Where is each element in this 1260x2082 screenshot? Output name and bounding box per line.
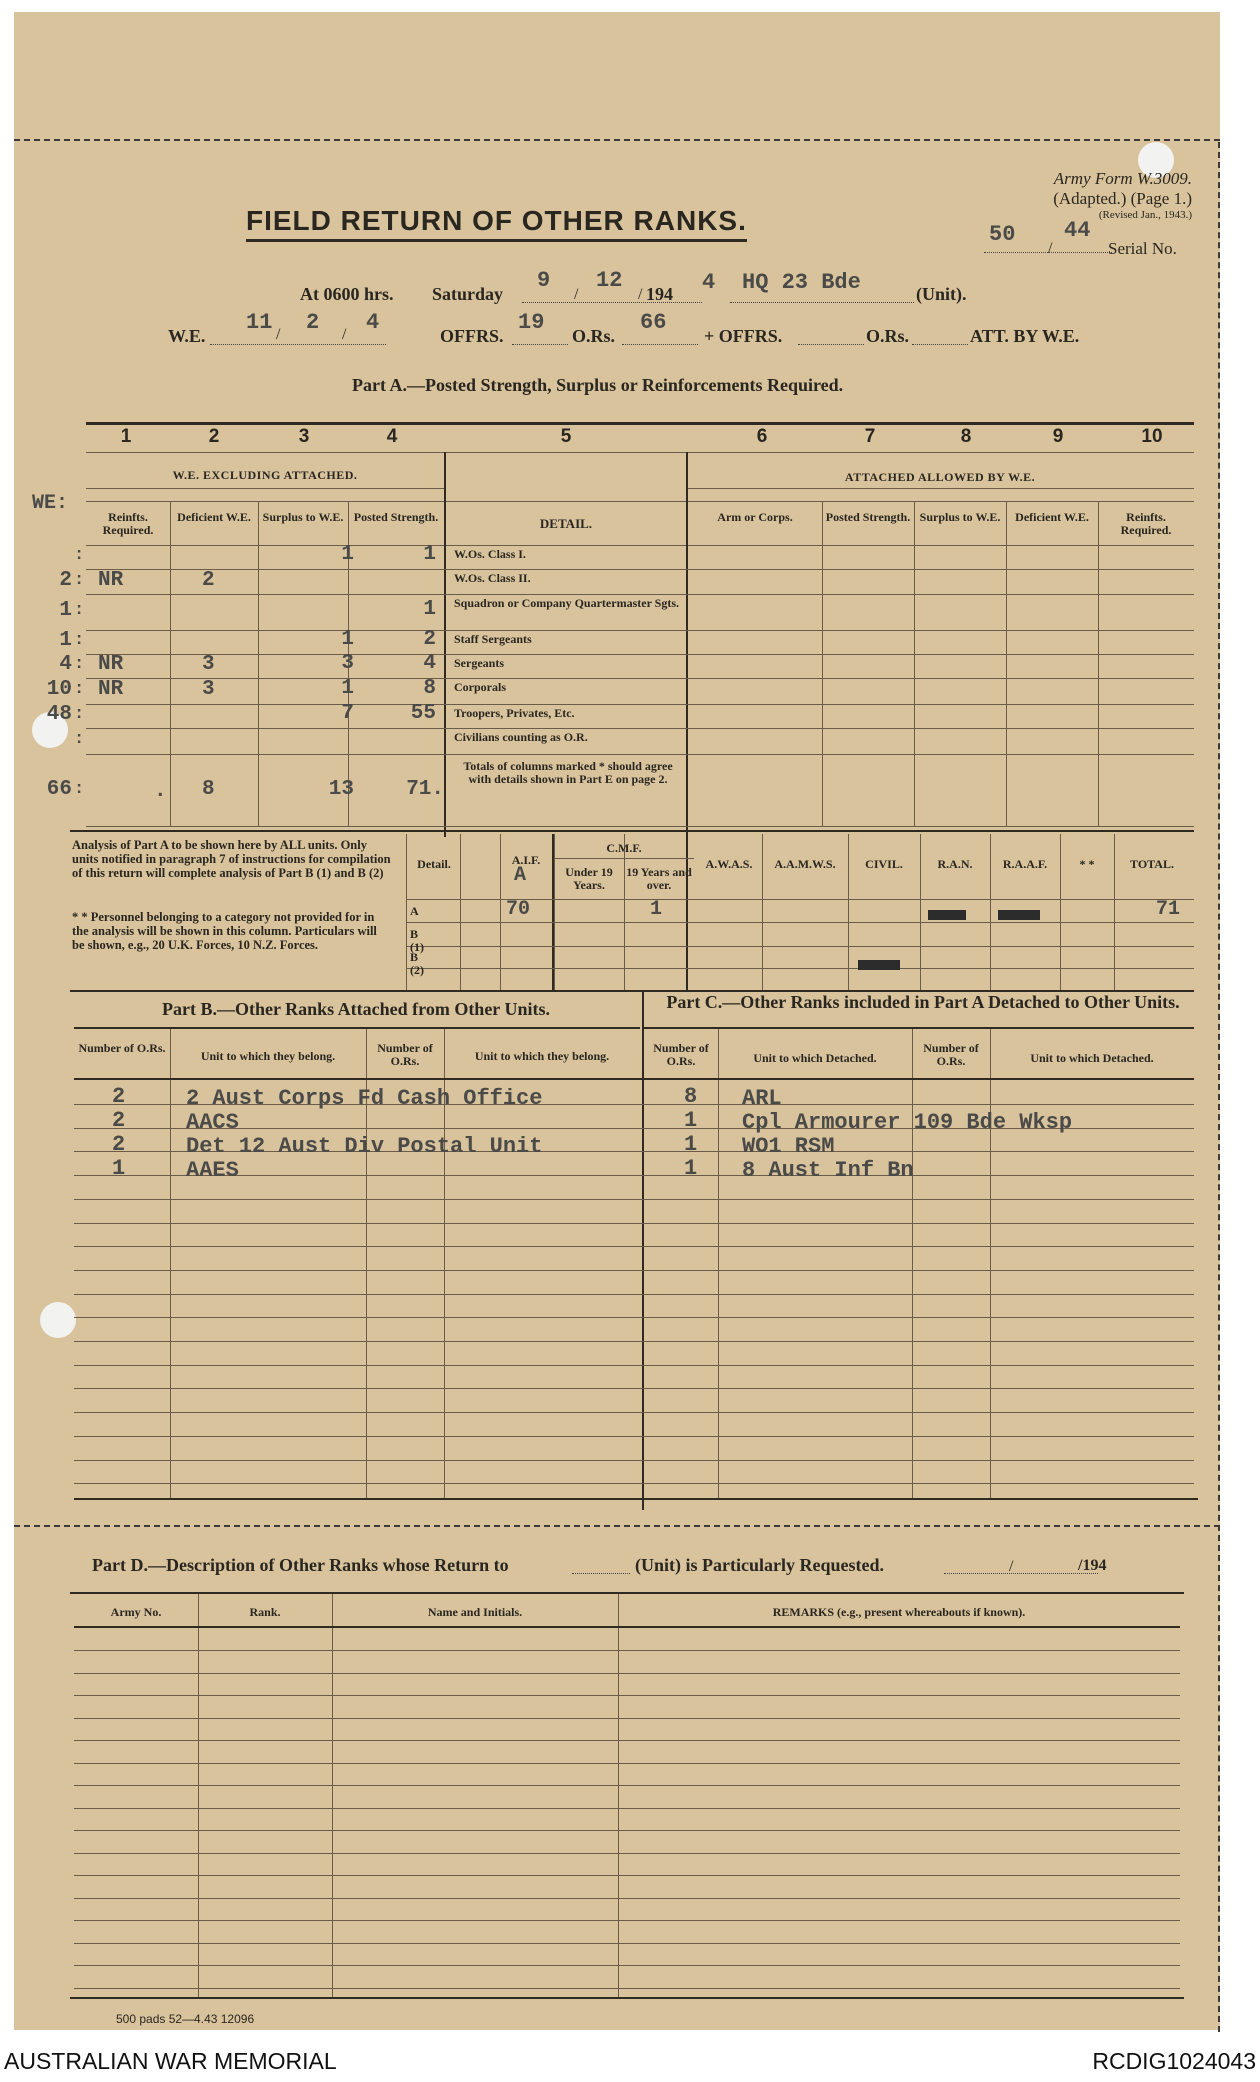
part-d-row-rule <box>74 1830 1180 1831</box>
part-c-unit: 8 Aust Inf Bn <box>742 1158 914 1183</box>
row-we: 10 <box>46 678 72 701</box>
column-number: 7 <box>864 426 876 447</box>
part-a-title: Part A.—Posted Strength, Surplus or Reinforcements Required. <box>352 375 844 395</box>
row-rule <box>86 654 1194 655</box>
ors-line <box>622 344 698 345</box>
date-line <box>522 302 702 303</box>
analysis-heading: * * <box>1079 857 1095 871</box>
row-posted: 8 <box>423 677 436 700</box>
column-heading: Arm or Corps. <box>717 510 793 524</box>
adapted-note: (Adapted.) (Page 1.) <box>1053 189 1192 208</box>
total-we: 66 <box>46 778 72 801</box>
analysis-heading: A.A.M.W.S. <box>774 857 836 871</box>
col-line <box>170 501 171 826</box>
date-slash: / <box>638 286 643 303</box>
part-d-row-rule <box>74 1875 1180 1876</box>
date-slash: / <box>574 286 579 303</box>
ors-value: 66 <box>640 310 667 335</box>
row-we-colon: : <box>74 631 85 650</box>
column-number: 5 <box>560 426 572 447</box>
analysis-heading: R.A.N. <box>937 857 973 871</box>
part-bc-row-rule <box>74 1270 1194 1271</box>
part-b-count: 2 <box>112 1084 126 1109</box>
row-detail: Staff Sergeants <box>454 632 532 646</box>
part-bc-row-rule <box>74 1483 1194 1484</box>
plus-offrs-label: + OFFRS. <box>704 326 783 346</box>
analysis-over19-a: 1 <box>650 898 663 921</box>
part-d-row-rule <box>74 1965 1180 1966</box>
rule <box>686 488 1194 489</box>
part-bc-col-line <box>990 1029 991 1498</box>
rule <box>644 1027 1194 1029</box>
total-reinf: . <box>154 780 167 803</box>
row-deficient: 3 <box>202 653 215 676</box>
part-b-unit: AACS <box>186 1110 239 1135</box>
part-d-col-line <box>332 1594 333 1997</box>
row-we-colon: : <box>74 570 85 590</box>
rule <box>74 1626 1180 1628</box>
column-number: 3 <box>298 426 310 447</box>
row-posted: 55 <box>410 702 436 725</box>
row-reinf: NR <box>98 568 124 592</box>
part-b-title: Part B.—Other Ranks Attached from Other Units. <box>162 999 550 1019</box>
perforation-line <box>14 1525 1220 1527</box>
column-heading: Deficient W.E. <box>1015 510 1089 524</box>
we-slash: / <box>276 326 281 343</box>
unit-label: (Unit). <box>916 284 967 304</box>
part-d-row-rule <box>74 1898 1180 1899</box>
part-bc-row-rule <box>74 1460 1194 1461</box>
column-number: 6 <box>756 426 768 447</box>
analysis-detail-head: Detail. <box>417 857 451 871</box>
revised-note: (Revised Jan., 1943.) <box>1098 209 1192 221</box>
punch-hole <box>40 1302 76 1338</box>
analysis-row-label: A <box>410 904 419 918</box>
column-number: 1 <box>120 426 132 447</box>
analysis-over19: 19 Years and over. <box>626 865 692 892</box>
column-number: 4 <box>386 426 398 447</box>
row-rule <box>86 704 1194 705</box>
rule <box>70 830 1194 832</box>
row-rule <box>86 569 1194 570</box>
part-d-row-rule <box>74 1763 1180 1764</box>
we-c: 4 <box>366 310 380 335</box>
rule <box>74 1498 1198 1500</box>
attached-allowed-heading: ATTACHED ALLOWED BY W.E. <box>844 470 1036 484</box>
analysis-footnote: * * Personnel belonging to a category not provided for in the analysis will be shown in this column. Particulars will be shown, e.g., 20 U.K. Forces, 10 N.Z. Forces. <box>72 910 377 952</box>
perforation-edge <box>1218 142 1220 2032</box>
row-detail: Civilians counting as O.R. <box>454 730 588 744</box>
part-d-heading: Rank. <box>249 1605 281 1619</box>
analysis-row-label: B (1) <box>410 927 424 954</box>
we-margin-label: WE: <box>32 492 69 515</box>
row-we: 48 <box>46 703 72 726</box>
analysis-heading: R.A.A.F. <box>1002 857 1048 871</box>
col-line <box>686 452 688 990</box>
part-b-heading: Unit to which they belong. <box>474 1049 610 1063</box>
part-b-heading: Unit to which they belong. <box>200 1049 336 1063</box>
ors-line-2 <box>912 344 968 345</box>
offrs-value: 19 <box>518 310 545 335</box>
we-slash: / <box>342 326 347 343</box>
col-line <box>1006 501 1007 826</box>
part-d-row-rule <box>74 1740 1180 1741</box>
serial-slash: / <box>1048 240 1053 257</box>
part-d-row-rule <box>74 1808 1180 1809</box>
row-we-colon: : <box>74 705 85 724</box>
part-b-heading: Number of O.Rs. <box>377 1041 433 1068</box>
plus-offrs-line <box>798 344 864 345</box>
army-form-number: Army Form W.3009. <box>1053 169 1192 188</box>
redaction <box>998 910 1040 920</box>
rule <box>86 826 1194 827</box>
row-detail: Squadron or Company Quartermaster Sgts. <box>454 596 680 610</box>
column-heading: Surplus to W.E. <box>919 510 1001 524</box>
part-d-title: Part D.—Description of Other Ranks whose Return to <box>92 1555 509 1575</box>
column-heading: Posted Strength. <box>825 510 911 524</box>
redaction <box>928 910 966 920</box>
part-c-heading: Unit to which Detached. <box>1030 1051 1154 1065</box>
part-d-row-rule <box>74 1673 1180 1674</box>
part-c-unit: Cpl Armourer 109 Bde Wksp <box>742 1110 1073 1135</box>
total-posted: 71. <box>406 778 444 801</box>
part-c-count: 8 <box>684 1084 698 1109</box>
part-c-heading: Number of O.Rs. <box>653 1041 709 1068</box>
part-bc-row-rule <box>74 1365 1194 1366</box>
row-surplus: 1 <box>341 628 354 651</box>
rule <box>86 452 1194 453</box>
part-bc-row-rule <box>74 1388 1194 1389</box>
part-c-count: 1 <box>684 1156 698 1181</box>
row-posted: 1 <box>423 543 436 566</box>
row-posted: 4 <box>423 652 436 675</box>
row-deficient: 2 <box>202 568 215 592</box>
row-rule <box>86 630 1194 631</box>
offrs-label: OFFRS. <box>440 326 504 346</box>
analysis-col-line <box>624 858 625 990</box>
column-number: 2 <box>208 426 220 447</box>
form-id-block <box>1053 169 1192 221</box>
analysis-aif-a: 70 <box>506 898 531 921</box>
col-line <box>444 452 446 837</box>
analysis-total-a: 71 <box>1156 898 1181 921</box>
row-reinf: NR <box>98 678 124 701</box>
part-d-unit-line <box>572 1573 630 1574</box>
part-d-row-rule <box>74 1695 1180 1696</box>
analysis-note: Analysis of Part A to be shown here by ALL units. Only units notified in paragraph 7 of instructions for compilation of this return will complete analysis of Part B (1) and B (2) <box>72 838 391 880</box>
analysis-col-line <box>406 834 407 990</box>
page-title: FIELD RETURN OF OTHER RANKS. <box>246 205 747 242</box>
rule <box>70 1997 1184 1999</box>
col-line <box>822 501 823 826</box>
part-b-unit: 2 Aust Corps Fd Cash Office <box>186 1086 543 1111</box>
row-we: 2 <box>59 568 72 592</box>
part-b-heading: Number of O.Rs. <box>78 1041 166 1055</box>
column-number: 8 <box>960 426 972 447</box>
form-sheet <box>14 12 1220 2030</box>
part-d-year: /194 <box>1078 1557 1107 1574</box>
date-day: 9 <box>537 268 551 293</box>
rule <box>86 501 1194 502</box>
analysis-aif-mark: A <box>514 864 527 887</box>
column-heading: Reinfts. Required. <box>1120 510 1172 537</box>
part-c-count: 1 <box>684 1108 698 1133</box>
total-surplus: 13 <box>328 778 354 801</box>
print-code: 500 pads 52—4.43 12096 <box>116 2012 255 2026</box>
redaction <box>858 960 900 970</box>
we-b: 2 <box>306 310 320 335</box>
part-bc-row-rule <box>74 1223 1194 1224</box>
part-d-heading: Name and Initials. <box>427 1605 523 1619</box>
row-detail: Sergeants <box>454 656 504 670</box>
column-number: 10 <box>1141 426 1163 447</box>
unit-line <box>730 302 914 303</box>
part-b-unit: AAES <box>186 1158 239 1183</box>
row-deficient: 3 <box>202 678 215 701</box>
total-deficient: 8 <box>202 778 215 801</box>
part-d-slash: / <box>1009 1558 1014 1575</box>
part-b-count: 2 <box>112 1132 126 1157</box>
row-surplus: 1 <box>341 543 354 566</box>
analysis-cmf-head: C.M.F. <box>606 841 642 855</box>
total-colon: : <box>74 780 85 799</box>
analysis-rule <box>406 946 1194 947</box>
column-heading: Surplus to W.E. <box>262 510 344 524</box>
part-d-row-rule <box>74 1943 1180 1944</box>
part-d-heading: REMARKS (e.g., present whereabouts if known). <box>772 1605 1026 1619</box>
part-bc-col-line <box>170 1029 171 1498</box>
part-d-title-unit: (Unit) is Particularly Requested. <box>635 1555 884 1575</box>
row-reinf: NR <box>98 653 124 676</box>
part-d-row-rule <box>74 1920 1180 1921</box>
part-c-count: 1 <box>684 1132 698 1157</box>
part-d-row-rule <box>74 1718 1180 1719</box>
rule <box>86 488 444 489</box>
date-month: 12 <box>596 268 623 293</box>
row-we: 1 <box>59 599 72 622</box>
row-we: 4 <box>59 653 72 676</box>
rule <box>70 1592 1184 1594</box>
column-heading: Posted Strength. <box>353 510 439 524</box>
ors-label-2: O.Rs. <box>866 326 910 346</box>
row-detail: Troopers, Privates, Etc. <box>454 706 575 720</box>
row-surplus: 7 <box>341 702 354 725</box>
part-bc-row-rule <box>74 1436 1194 1437</box>
analysis-heading: A.W.A.S. <box>705 857 753 871</box>
part-d-col-line <box>618 1594 619 1997</box>
part-divider <box>642 990 644 1510</box>
rule <box>74 1027 640 1029</box>
ors-label: O.Rs. <box>572 326 616 346</box>
att-label: ATT. BY W.E. <box>970 326 1080 346</box>
footer-source: AUSTRALIAN WAR MEMORIAL <box>4 2048 337 2074</box>
part-d-row-rule <box>74 1988 1180 1989</box>
rule <box>86 422 1194 425</box>
analysis-aif-head: A.I.F. <box>511 853 541 867</box>
row-rule <box>86 754 1194 755</box>
column-number: 9 <box>1052 426 1064 447</box>
analysis-under19: Under 19 Years. <box>565 865 613 892</box>
row-rule <box>86 594 1194 595</box>
part-c-unit: WO1 RSM <box>742 1134 835 1159</box>
row-we-colon: : <box>74 680 85 699</box>
col-line <box>258 501 259 826</box>
totals-detail: Totals of columns marked * should agree with details shown in Part E on page 2. <box>463 759 673 786</box>
we-excluding-heading: W.E. EXCLUDING ATTACHED. <box>172 468 358 482</box>
column-heading: Reinfts. Required. <box>102 510 154 537</box>
perforation-line <box>14 139 1220 141</box>
footer-id: RCDIG1024043 <box>1092 2048 1256 2074</box>
day-label: Saturday <box>432 284 504 304</box>
serial-a: 50 <box>989 222 1016 247</box>
row-we-colon: : <box>74 655 85 674</box>
we-line <box>210 344 386 345</box>
analysis-rule <box>406 968 1194 969</box>
row-surplus: 3 <box>341 652 354 675</box>
row-we-colon: : <box>74 730 85 749</box>
analysis-col-line <box>460 834 461 990</box>
part-c-title: Part C.—Other Ranks included in Part A Detached to Other Units. <box>666 992 1180 1012</box>
row-detail: Corporals <box>454 680 506 694</box>
part-bc-row-rule <box>74 1199 1194 1200</box>
part-b-count: 2 <box>112 1108 126 1133</box>
analysis-heading: CIVIL. <box>865 857 903 871</box>
row-posted: 2 <box>423 628 436 651</box>
part-bc-row-rule <box>74 1175 1194 1176</box>
row-detail: W.Os. Class II. <box>454 571 531 585</box>
we-a: 11 <box>246 310 273 335</box>
rule <box>86 545 1194 546</box>
analysis-rule <box>406 922 1194 923</box>
part-d-row-rule <box>74 1785 1180 1786</box>
serial-b: 44 <box>1064 218 1091 243</box>
time-label: At 0600 hrs. <box>300 284 394 304</box>
part-bc-col-line <box>912 1029 913 1498</box>
part-b-unit: Det 12 Aust Div Postal Unit <box>186 1134 543 1159</box>
analysis-rule <box>554 858 694 859</box>
year-prefix: 194 <box>646 284 673 304</box>
col-line <box>1098 501 1099 826</box>
part-bc-row-rule <box>74 1246 1194 1247</box>
part-bc-row-rule <box>74 1317 1194 1318</box>
analysis-heading: TOTAL. <box>1130 857 1174 871</box>
row-rule <box>86 728 1194 729</box>
part-d-row-rule <box>74 1650 1180 1651</box>
part-bc-row-rule <box>74 1341 1194 1342</box>
part-bc-row-rule <box>74 1294 1194 1295</box>
analysis-row-label: B (2) <box>410 950 424 977</box>
column-heading: Deficient W.E. <box>177 510 251 524</box>
we-label: W.E. <box>168 326 206 346</box>
row-posted: 1 <box>423 598 436 621</box>
part-d-col-line <box>198 1594 199 1997</box>
part-d-heading: Army No. <box>110 1605 162 1619</box>
part-bc-col-line <box>718 1029 719 1498</box>
part-bc-row-rule <box>74 1412 1194 1413</box>
unit-value: HQ 23 Bde <box>742 270 861 295</box>
part-c-heading: Number of O.Rs. <box>923 1041 979 1068</box>
part-d-row-rule <box>74 1853 1180 1854</box>
part-b-count: 1 <box>112 1156 126 1181</box>
col-line <box>914 501 915 826</box>
year-digit: 4 <box>702 270 716 295</box>
rule <box>74 1078 1194 1080</box>
offrs-line <box>512 344 568 345</box>
part-d-date-line <box>944 1573 1098 1574</box>
part-c-heading: Unit to which Detached. <box>753 1051 877 1065</box>
row-we-colon: : <box>74 601 85 620</box>
row-we-colon: : <box>74 546 85 565</box>
row-we: 1 <box>59 629 72 652</box>
serial-label: Serial No. <box>1108 239 1177 258</box>
detail-heading: DETAIL. <box>539 516 593 531</box>
row-detail: W.Os. Class I. <box>454 547 526 561</box>
part-c-unit: ARL <box>742 1086 782 1111</box>
row-surplus: 1 <box>341 677 354 700</box>
row-rule <box>86 678 1194 679</box>
